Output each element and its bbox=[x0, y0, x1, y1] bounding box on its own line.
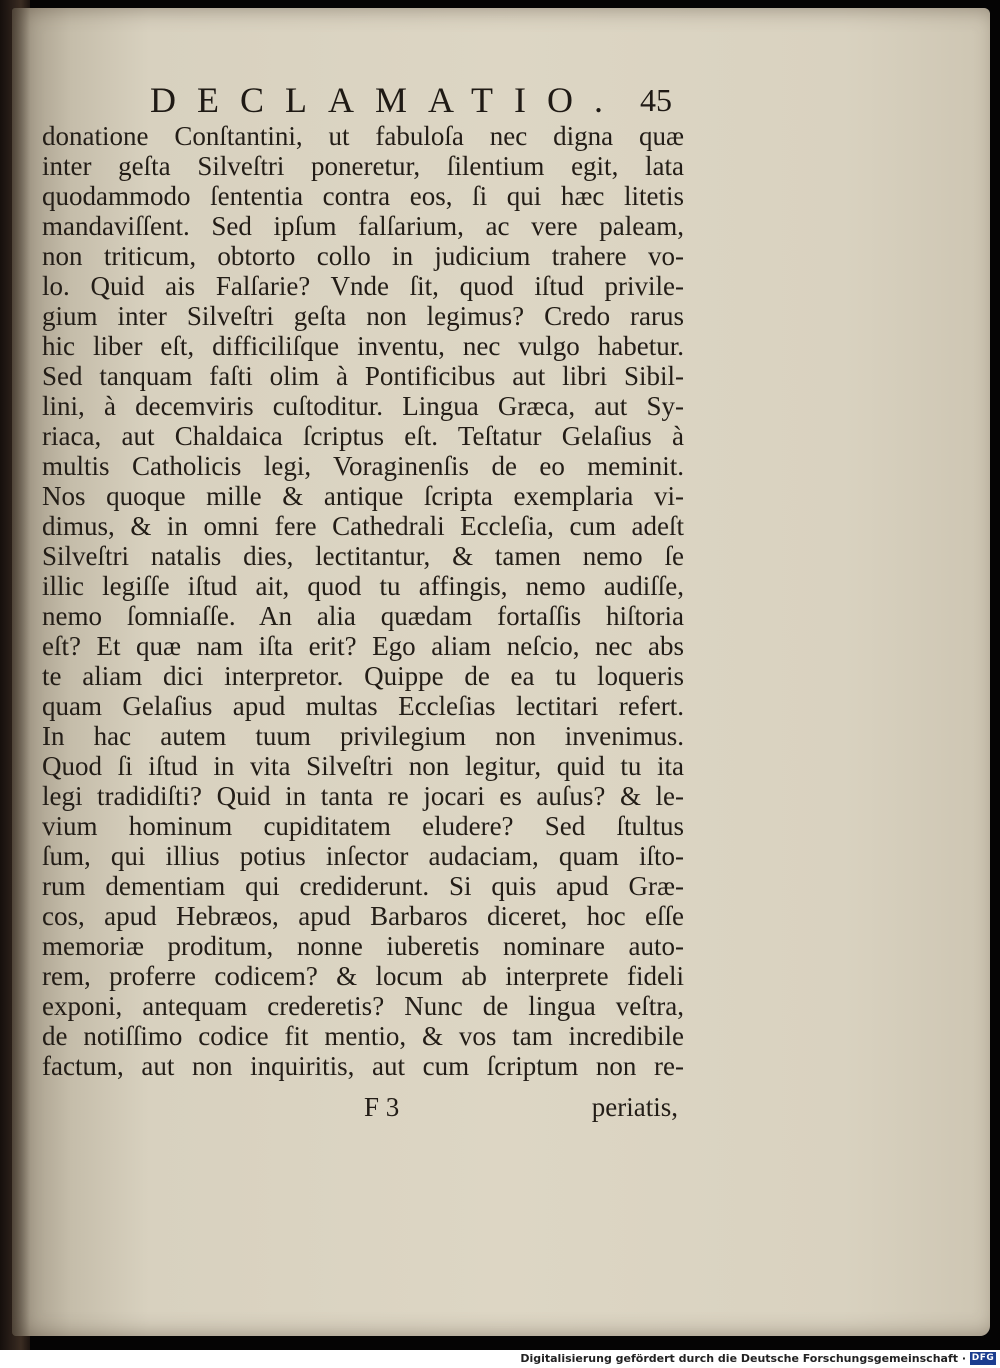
dfg-logo: DFG bbox=[971, 1353, 995, 1363]
text-line: vium hominum cupiditatem eludere? Sed ſtultus bbox=[42, 811, 684, 841]
funding-credit: Digitalisierung gefördert durch die Deutsche Forschungsgemeinschaft · bbox=[520, 1352, 966, 1365]
text-line: illic legiſſe iſtud ait, quod tu affingis, nemo audiſſe, bbox=[42, 571, 684, 601]
text-line: Nos quoque mille & antique ſcripta exemplaria vi- bbox=[42, 481, 684, 511]
text-line: gium inter Silveſtri geſta non legimus? Credo rarus bbox=[42, 301, 684, 331]
text-line: lo. Quid ais Falſarie? Vnde ſit, quod iſtud privile- bbox=[42, 271, 684, 301]
text-line: Quod ſi iſtud in vita Silveſtri non legitur, quid tu ita bbox=[42, 751, 684, 781]
text-line: Silveſtri natalis dies, lectitantur, & tamen nemo ſe bbox=[42, 541, 684, 571]
running-head bbox=[120, 80, 672, 120]
text-line: ſum, qui illius potius inſector audaciam, quam iſto- bbox=[42, 841, 684, 871]
text-line: non triticum, obtorto collo in judicium trahere vo- bbox=[42, 241, 684, 271]
text-line: inter geſta Silveſtri poneretur, ſilentium egit, lata bbox=[42, 151, 684, 181]
text-line: rum dementiam qui crediderunt. Si quis apud Græ- bbox=[42, 871, 684, 901]
page-gutter-shadow bbox=[12, 8, 30, 1336]
text-line: Sed tanquam faſti olim à Pontificibus aut libri Sibil- bbox=[42, 361, 684, 391]
page-footer bbox=[42, 1090, 678, 1124]
catchword: periatis, bbox=[591, 1092, 678, 1122]
text-line: quodammodo ſententia contra eos, ſi qui hæc litetis bbox=[42, 181, 684, 211]
text-line: In hac autem tuum privilegium non invenimus. bbox=[42, 721, 684, 751]
text-line: quam Gelaſius apud multas Eccleſias lectitari refert. bbox=[42, 691, 684, 721]
body-text bbox=[42, 121, 684, 1081]
text-line: de notiſſimo codice fit mentio, & vos tam incredibile bbox=[42, 1021, 684, 1051]
credit-bar bbox=[0, 1350, 1000, 1368]
text-line: rem, proferre codicem? & locum ab interprete fideli bbox=[42, 961, 684, 991]
text-line: mandaviſſent. Sed ipſum falſarium, ac vere paleam, bbox=[42, 211, 684, 241]
text-line: eſt? Et quæ nam iſta erit? Ego aliam neſcio, nec abs bbox=[42, 631, 684, 661]
text-line: cos, apud Hebræos, apud Barbaros diceret, hoc eſſe bbox=[42, 901, 684, 931]
running-head-title: DECLAMATIO. bbox=[150, 80, 624, 120]
text-line: lini, à decemviris cuſtoditur. Lingua Græca, aut Sy- bbox=[42, 391, 684, 421]
text-line: dimus, & in omni fere Cathedrali Eccleſia, cum adeſt bbox=[42, 511, 684, 541]
signature-mark: F 3 bbox=[364, 1092, 400, 1122]
text-line: nemo ſomniaſſe. An alia quædam fortaſſis hiſtoria bbox=[42, 601, 684, 631]
text-line: donatione Conſtantini, ut fabuloſa nec digna quæ bbox=[42, 121, 684, 151]
text-line: exponi, antequam crederetis? Nunc de lingua veſtra, bbox=[42, 991, 684, 1021]
text-line: multis Catholicis legi, Voraginenſis de eo meminit. bbox=[42, 451, 684, 481]
text-line: legi tradidiſti? Quid in tanta re jocari es auſus? & le- bbox=[42, 781, 684, 811]
page-number: 45 bbox=[640, 82, 672, 118]
book-page bbox=[12, 8, 990, 1336]
text-line: hic liber eſt, difficiliſque inventu, nec vulgo habetur. bbox=[42, 331, 684, 361]
text-line: factum, aut non inquiritis, aut cum ſcriptum non re- bbox=[42, 1051, 684, 1081]
text-line: te aliam dici interpretor. Quippe de ea tu loqueris bbox=[42, 661, 684, 691]
text-line: memoriæ proditum, nonne iuberetis nominare auto- bbox=[42, 931, 684, 961]
text-line: riaca, aut Chaldaica ſcriptus eſt. Teſtatur Gelaſius à bbox=[42, 421, 684, 451]
